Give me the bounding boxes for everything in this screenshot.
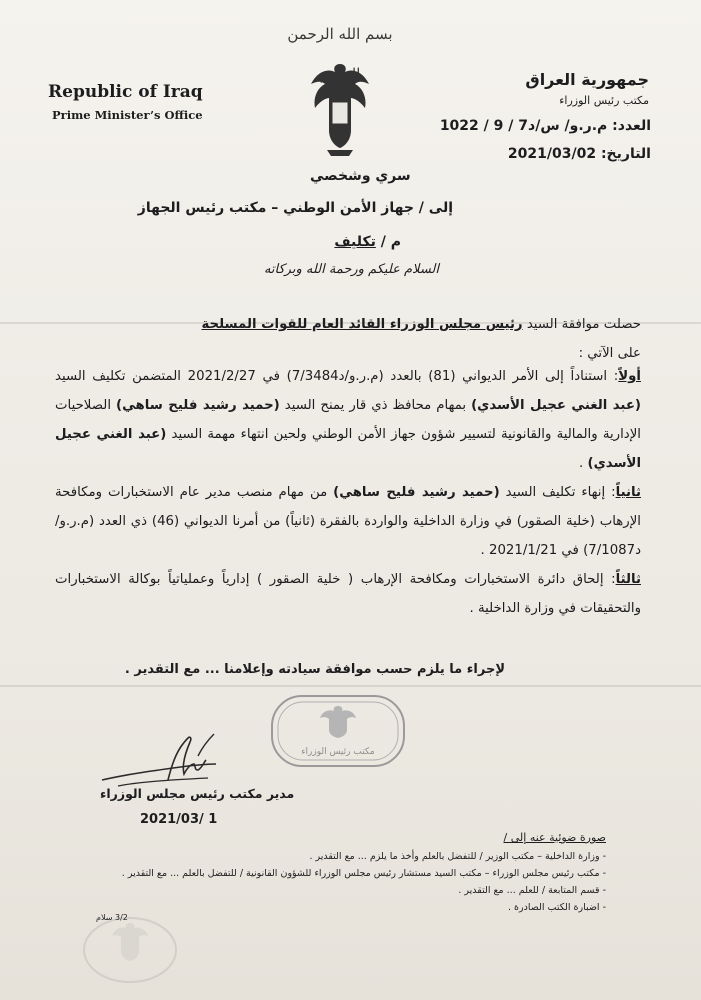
reference-number — [440, 118, 651, 134]
en-title: Republic of Iraq — [48, 82, 203, 102]
approval-paragraph — [55, 310, 641, 368]
signer-title: مدير مكتب رئيس مجلس الوزراء — [100, 786, 295, 801]
office-stamp-icon — [268, 692, 408, 770]
cc-item: - مكتب رئيس مجلس الوزراء – مكتب السيد مستشار رئيس مجلس الوزراء للشؤون القانونية / للتفضل بالعلم ... مع التقدير . — [66, 865, 606, 882]
subject-text: تكليف — [334, 234, 376, 250]
item-label: ثالثاً — [615, 572, 641, 587]
embossed-seal-icon — [80, 905, 180, 985]
cc-item: - وزارة الداخلية – مكتب الوزير / للتفضل بالعلم وأخذ ما يلزم ... مع التقدير . — [66, 848, 606, 865]
recipient: إلى / جهاز الأمن الوطني – مكتب رئيس الجهاز — [137, 200, 453, 216]
approval-tail: على الآتي : — [578, 346, 641, 361]
item-text: : إلحاق دائرة الاستخبارات ومكافحة الإرهاب ( خلية الصقور ) إدارياً وعملياتياً بوكالة الاستخبارات والتحقيقات في وزارة الداخلية . — [55, 572, 641, 616]
reference-value: م.ر.و/ س/د7 / 9 / 1022 — [439, 118, 608, 134]
approval-text: حصلت موافقة السيد — [526, 317, 641, 332]
directive-items — [55, 362, 641, 623]
approval-authority: رئيس مجلس الوزراء القائد العام للقوات المسلحة — [201, 317, 523, 332]
item-text: من مهام منصب مدير عام الاستخبارات ومكافحة الإرهاب (خلية الصقور) في وزارة الداخلية والواردة بالفقرة (ثانياً) من أمرنا الديواني (46) ذي العدد (م.ر.و/د7/1087) في 2021/1/21 . — [55, 485, 641, 558]
reference-label: العدد: — [612, 118, 651, 134]
item-third — [55, 565, 641, 623]
item-text: : إنهاء تكليف السيد — [499, 485, 616, 500]
person-name: (حميد رشيد فليح ساهي) — [333, 485, 500, 500]
item-label: أولاً — [618, 369, 641, 384]
person-name: (عبد الغني عجيل الأسدي) — [55, 427, 641, 471]
paper-fold — [0, 685, 701, 687]
item-second — [55, 478, 641, 565]
page-number: 3/2 سلام — [96, 913, 128, 922]
person-name: (حميد رشيد فليح ساهي) — [116, 398, 280, 413]
subject — [334, 234, 401, 250]
classification: سري وشخصي — [310, 168, 411, 184]
item-text: الصلاحيات الإدارية والمالية والقانونية لتسيير شؤون جهاز الأمن الوطني ولحين انتهاء مهمة السيد — [55, 398, 642, 442]
cc-item: - اضبارة الكتب الصادرة . — [66, 899, 606, 916]
item-text: . — [579, 456, 588, 471]
ar-subtitle: مكتب رئيس الوزراء — [559, 94, 649, 107]
basmala: بسم الله الرحمن — [287, 25, 393, 43]
ar-title: جمهورية العراق — [525, 70, 649, 89]
subject-prefix: م / — [380, 234, 401, 250]
en-subtitle: Prime Minister’s Office — [52, 108, 203, 122]
stamp-label: مكتب رئيس الوزراء — [301, 747, 375, 757]
cc-item: - قسم المتابعة / للعلم ... مع التقدير . — [66, 882, 606, 899]
document-date — [508, 146, 651, 162]
eagle-emblem-icon — [305, 58, 375, 158]
closing-line: لإجراء ما يلزم حسب موافقة سيادته وإعلامنا ... مع التقدير . — [124, 662, 505, 677]
greeting: السلام عليكم ورحمة الله وبركاته — [263, 262, 439, 277]
person-name: (عبد الغني عجيل الأسدي) — [471, 398, 641, 413]
item-label: ثانياً — [615, 485, 642, 500]
date-value: 2021/03/02 — [507, 146, 597, 162]
item-text: بمهام محافظ ذي قار يمنح السيد — [279, 398, 472, 413]
item-text: : استناداً إلى الأمر الديواني (81) بالعدد (م.ر.و/د7/3484) في 2021/2/27 المتضمن تكليف السيد — [55, 369, 619, 384]
cc-title: صورة ضوئية عنه إلى / — [503, 831, 606, 844]
item-first — [55, 362, 641, 478]
date-label: التاريخ: — [600, 146, 651, 162]
signature-date: 2021/03/ 1 — [140, 812, 218, 827]
